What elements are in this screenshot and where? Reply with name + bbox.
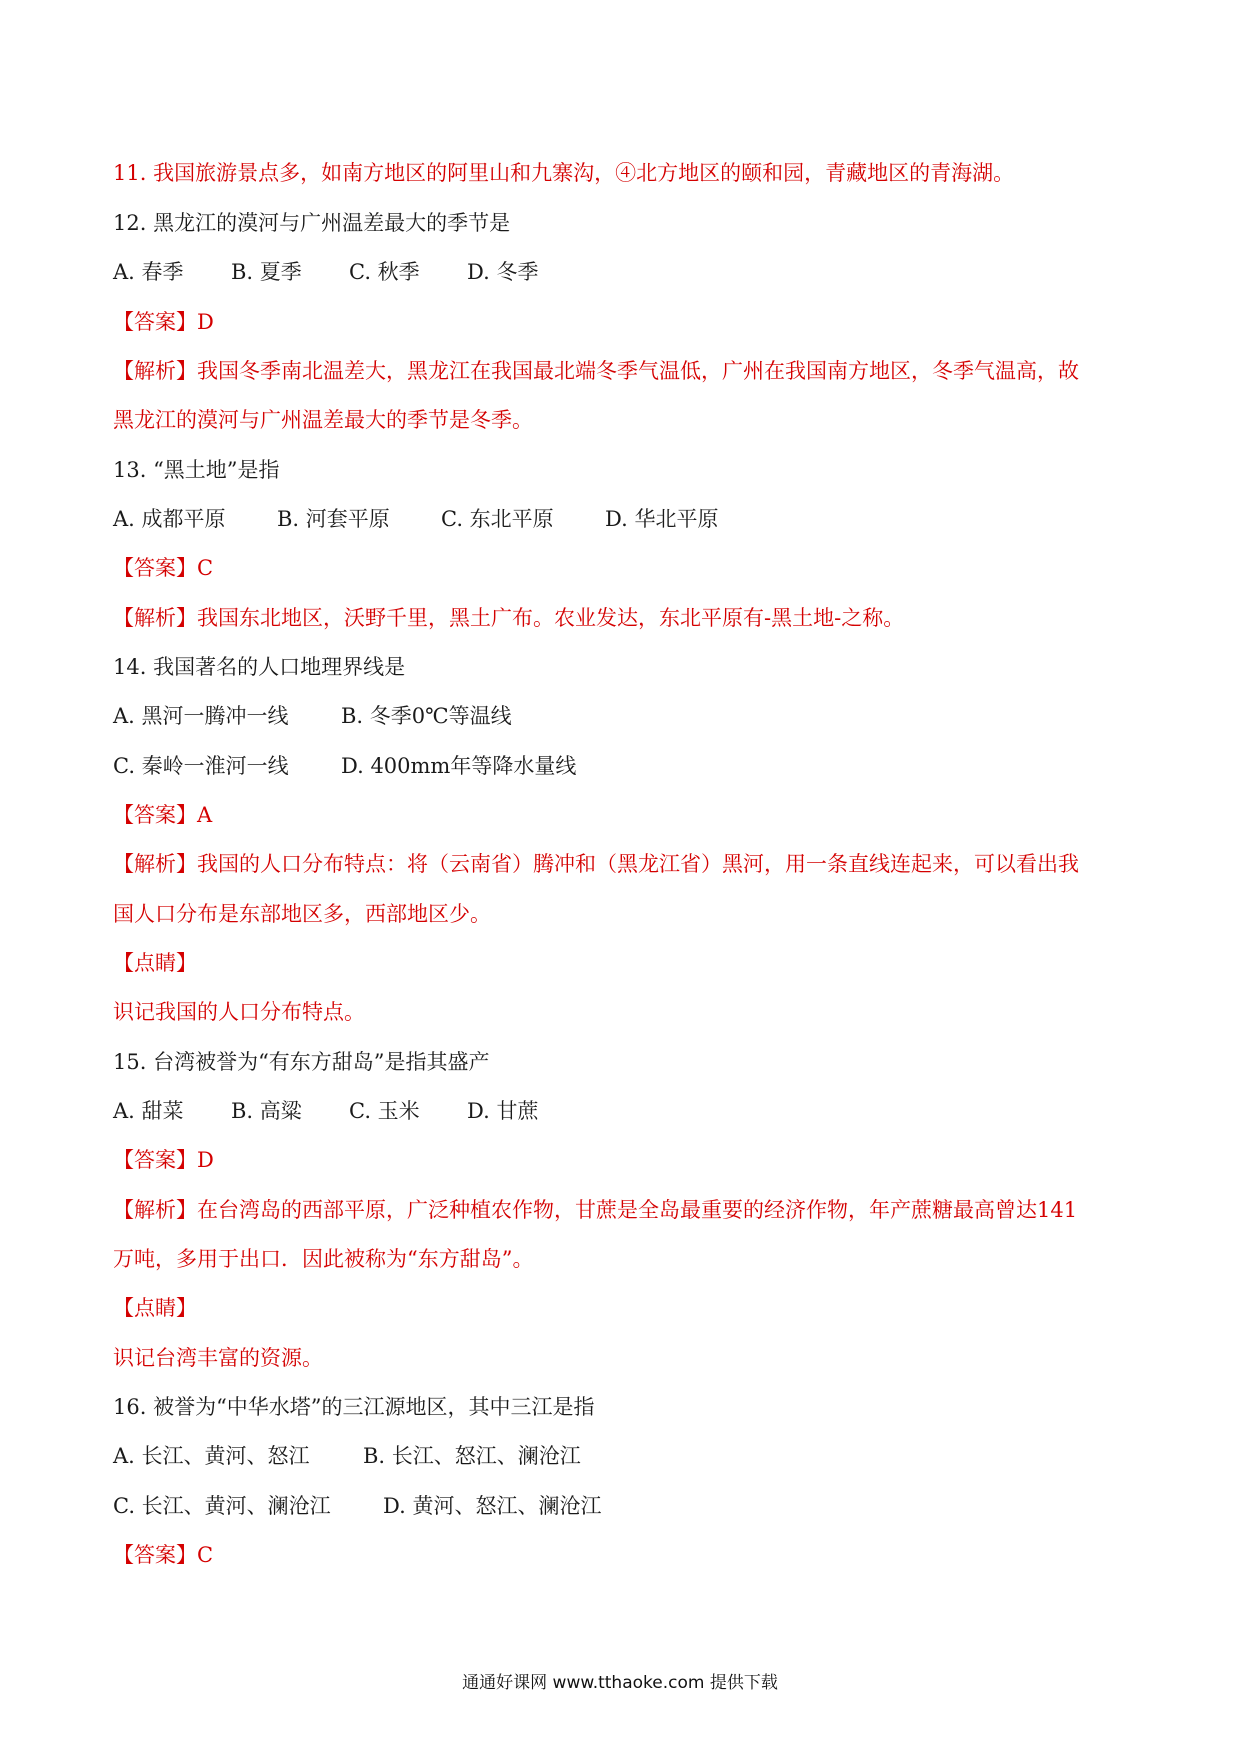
answer-15: 【答案】D <box>113 1148 214 1172</box>
question-16-stem: 16. 被誉为“中华水塔”的三江源地区，其中三江是指 <box>113 1395 595 1419</box>
question-14-options-row1 <box>113 701 1140 731</box>
question-14-options-row2 <box>113 751 1140 781</box>
option-d: D. 黄河、怒江、澜沧江 <box>383 1494 602 1518</box>
option-a: A. 成都平原 <box>113 507 226 531</box>
option-c: C. 秦岭一淮河一线 <box>113 754 289 778</box>
question-12-stem: 12. 黑龙江的漠河与广州温差最大的季节是 <box>113 211 511 235</box>
option-a: A. 春季 <box>113 260 184 284</box>
analysis-15-line2: 万吨，多用于出口．因此被称为“东方甜岛”。 <box>113 1247 534 1271</box>
tip-15-label: 【点睛】 <box>113 1296 197 1320</box>
answer-16: 【答案】C <box>113 1543 214 1567</box>
option-b: B. 河套平原 <box>277 507 390 531</box>
option-d: D. 华北平原 <box>605 507 719 531</box>
question-15-stem: 15. 台湾被誉为“有东方甜岛”是指其盛产 <box>113 1050 490 1074</box>
answer-13: 【答案】C <box>113 556 214 580</box>
analysis-14-line2: 国人口分布是东部地区多，西部地区少。 <box>113 902 491 926</box>
question-13-options <box>113 504 1140 534</box>
question-16-options-row1 <box>113 1441 1140 1471</box>
option-c: C. 东北平原 <box>441 507 554 531</box>
option-d: D. 400mm年等降水量线 <box>341 754 577 778</box>
tip-14-label: 【点睛】 <box>113 951 197 975</box>
option-a: A. 甜菜 <box>113 1099 184 1123</box>
question-16-options-row2 <box>113 1491 1140 1521</box>
question-11: 11. 我国旅游景点多，如南方地区的阿里山和九寨沟，④北方地区的颐和园，青藏地区的青海湖。 <box>113 161 1015 185</box>
tip-14: 识记我国的人口分布特点。 <box>113 1000 365 1024</box>
question-14-stem: 14. 我国著名的人口地理界线是 <box>113 655 406 679</box>
option-c: C. 玉米 <box>349 1099 420 1123</box>
option-d: D. 冬季 <box>467 260 539 284</box>
page-footer: 通通好课网 www.tthaoke.com 提供下载 <box>462 1673 778 1693</box>
question-13-stem: 13. “黑土地”是指 <box>113 458 280 482</box>
analysis-15-line1: 【解析】在台湾岛的西部平原，广泛种植农作物，甘蔗是全岛最重要的经济作物，年产蔗糖最高曾达141 <box>113 1198 1078 1222</box>
option-b: B. 冬季0℃等温线 <box>341 704 512 728</box>
option-a: A. 长江、黄河、怒江 <box>113 1444 310 1468</box>
answer-14: 【答案】A <box>113 803 213 827</box>
analysis-13: 【解析】我国东北地区，沃野千里，黑土广布。农业发达，东北平原有-黑土地-之称。 <box>113 606 905 630</box>
option-b: B. 夏季 <box>231 260 302 284</box>
question-15-options <box>113 1096 1140 1126</box>
analysis-12-line1: 【解析】我国冬季南北温差大，黑龙江在我国最北端冬季气温低，广州在我国南方地区，冬季气温高，故 <box>113 359 1079 383</box>
question-12-options <box>113 257 1140 287</box>
option-b: B. 长江、怒江、澜沧江 <box>363 1444 581 1468</box>
option-c: C. 秋季 <box>349 260 420 284</box>
answer-12: 【答案】D <box>113 310 214 334</box>
option-b: B. 高粱 <box>231 1099 302 1123</box>
tip-15: 识记台湾丰富的资源。 <box>113 1346 323 1370</box>
analysis-14-line1: 【解析】我国的人口分布特点：将（云南省）腾冲和（黑龙江省）黑河，用一条直线连起来，可以看出我 <box>113 852 1079 876</box>
analysis-12-line2: 黑龙江的漠河与广州温差最大的季节是冬季。 <box>113 408 533 432</box>
option-c: C. 长江、黄河、澜沧江 <box>113 1494 331 1518</box>
option-d: D. 甘蔗 <box>467 1099 539 1123</box>
option-a: A. 黑河一腾冲一线 <box>113 704 289 728</box>
